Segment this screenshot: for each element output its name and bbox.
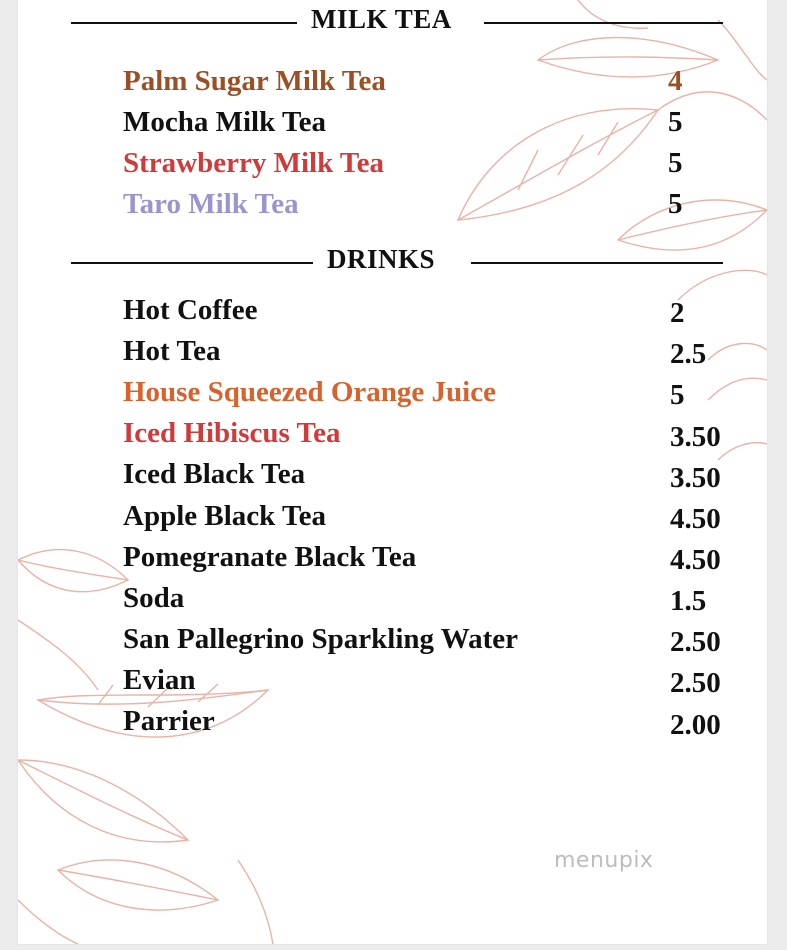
drinks-title: DRINKS <box>327 244 436 274</box>
menu-item-price: 3.50 <box>670 421 721 453</box>
menu-item-price: 5 <box>670 379 685 411</box>
menu-item-price: 2.5 <box>670 338 707 370</box>
menu-item-name: Evian <box>123 664 196 696</box>
menu-item-name: Hot Tea <box>123 335 221 367</box>
menu-item-name: Pomegranate Black Tea <box>123 541 417 573</box>
menu-item-price: 5 <box>668 188 683 220</box>
header-rule-right <box>471 262 723 264</box>
milk-tea-header <box>71 4 723 44</box>
menu-item-price: 2.50 <box>670 626 721 658</box>
menu-item-name: San Pallegrino Sparkling Water <box>123 623 519 655</box>
menu-item-price: 4.50 <box>670 503 721 535</box>
menu-item-name: Parrier <box>123 705 215 737</box>
menu-item-name: Iced Black Tea <box>123 458 306 490</box>
menu-item-name: House Squeezed Orange Juice <box>123 376 496 408</box>
menu-page <box>18 0 767 944</box>
header-rule-left <box>71 22 297 24</box>
menu-item-name: Hot Coffee <box>123 294 258 326</box>
header-rule-right <box>484 22 723 24</box>
menu-item-price: 2.00 <box>670 709 721 741</box>
menu-item-price: 2.50 <box>670 667 721 699</box>
milk-tea-title: MILK TEA <box>311 4 452 34</box>
menu-item-price: 3.50 <box>670 462 721 494</box>
drinks-header <box>71 244 723 284</box>
menu-item-name: Mocha Milk Tea <box>123 106 327 138</box>
menu-item-price: 4 <box>668 65 683 97</box>
menu-item-price: 1.5 <box>670 585 707 617</box>
menu-item-price: 4.50 <box>670 544 721 576</box>
menu-item-price: 5 <box>668 147 683 179</box>
menu-item-price: 2 <box>670 297 685 329</box>
menu-item-name: Taro Milk Tea <box>123 188 299 220</box>
menu-item-price: 5 <box>668 106 683 138</box>
menupix-watermark: menupix <box>554 848 654 873</box>
menu-item-name: Strawberry Milk Tea <box>123 147 384 179</box>
menu-item-name: Iced Hibiscus Tea <box>123 417 341 449</box>
header-rule-left <box>71 262 313 264</box>
menu-item-name: Palm Sugar Milk Tea <box>123 65 386 97</box>
menu-item-name: Soda <box>123 582 185 614</box>
menu-item-name: Apple Black Tea <box>123 500 327 532</box>
